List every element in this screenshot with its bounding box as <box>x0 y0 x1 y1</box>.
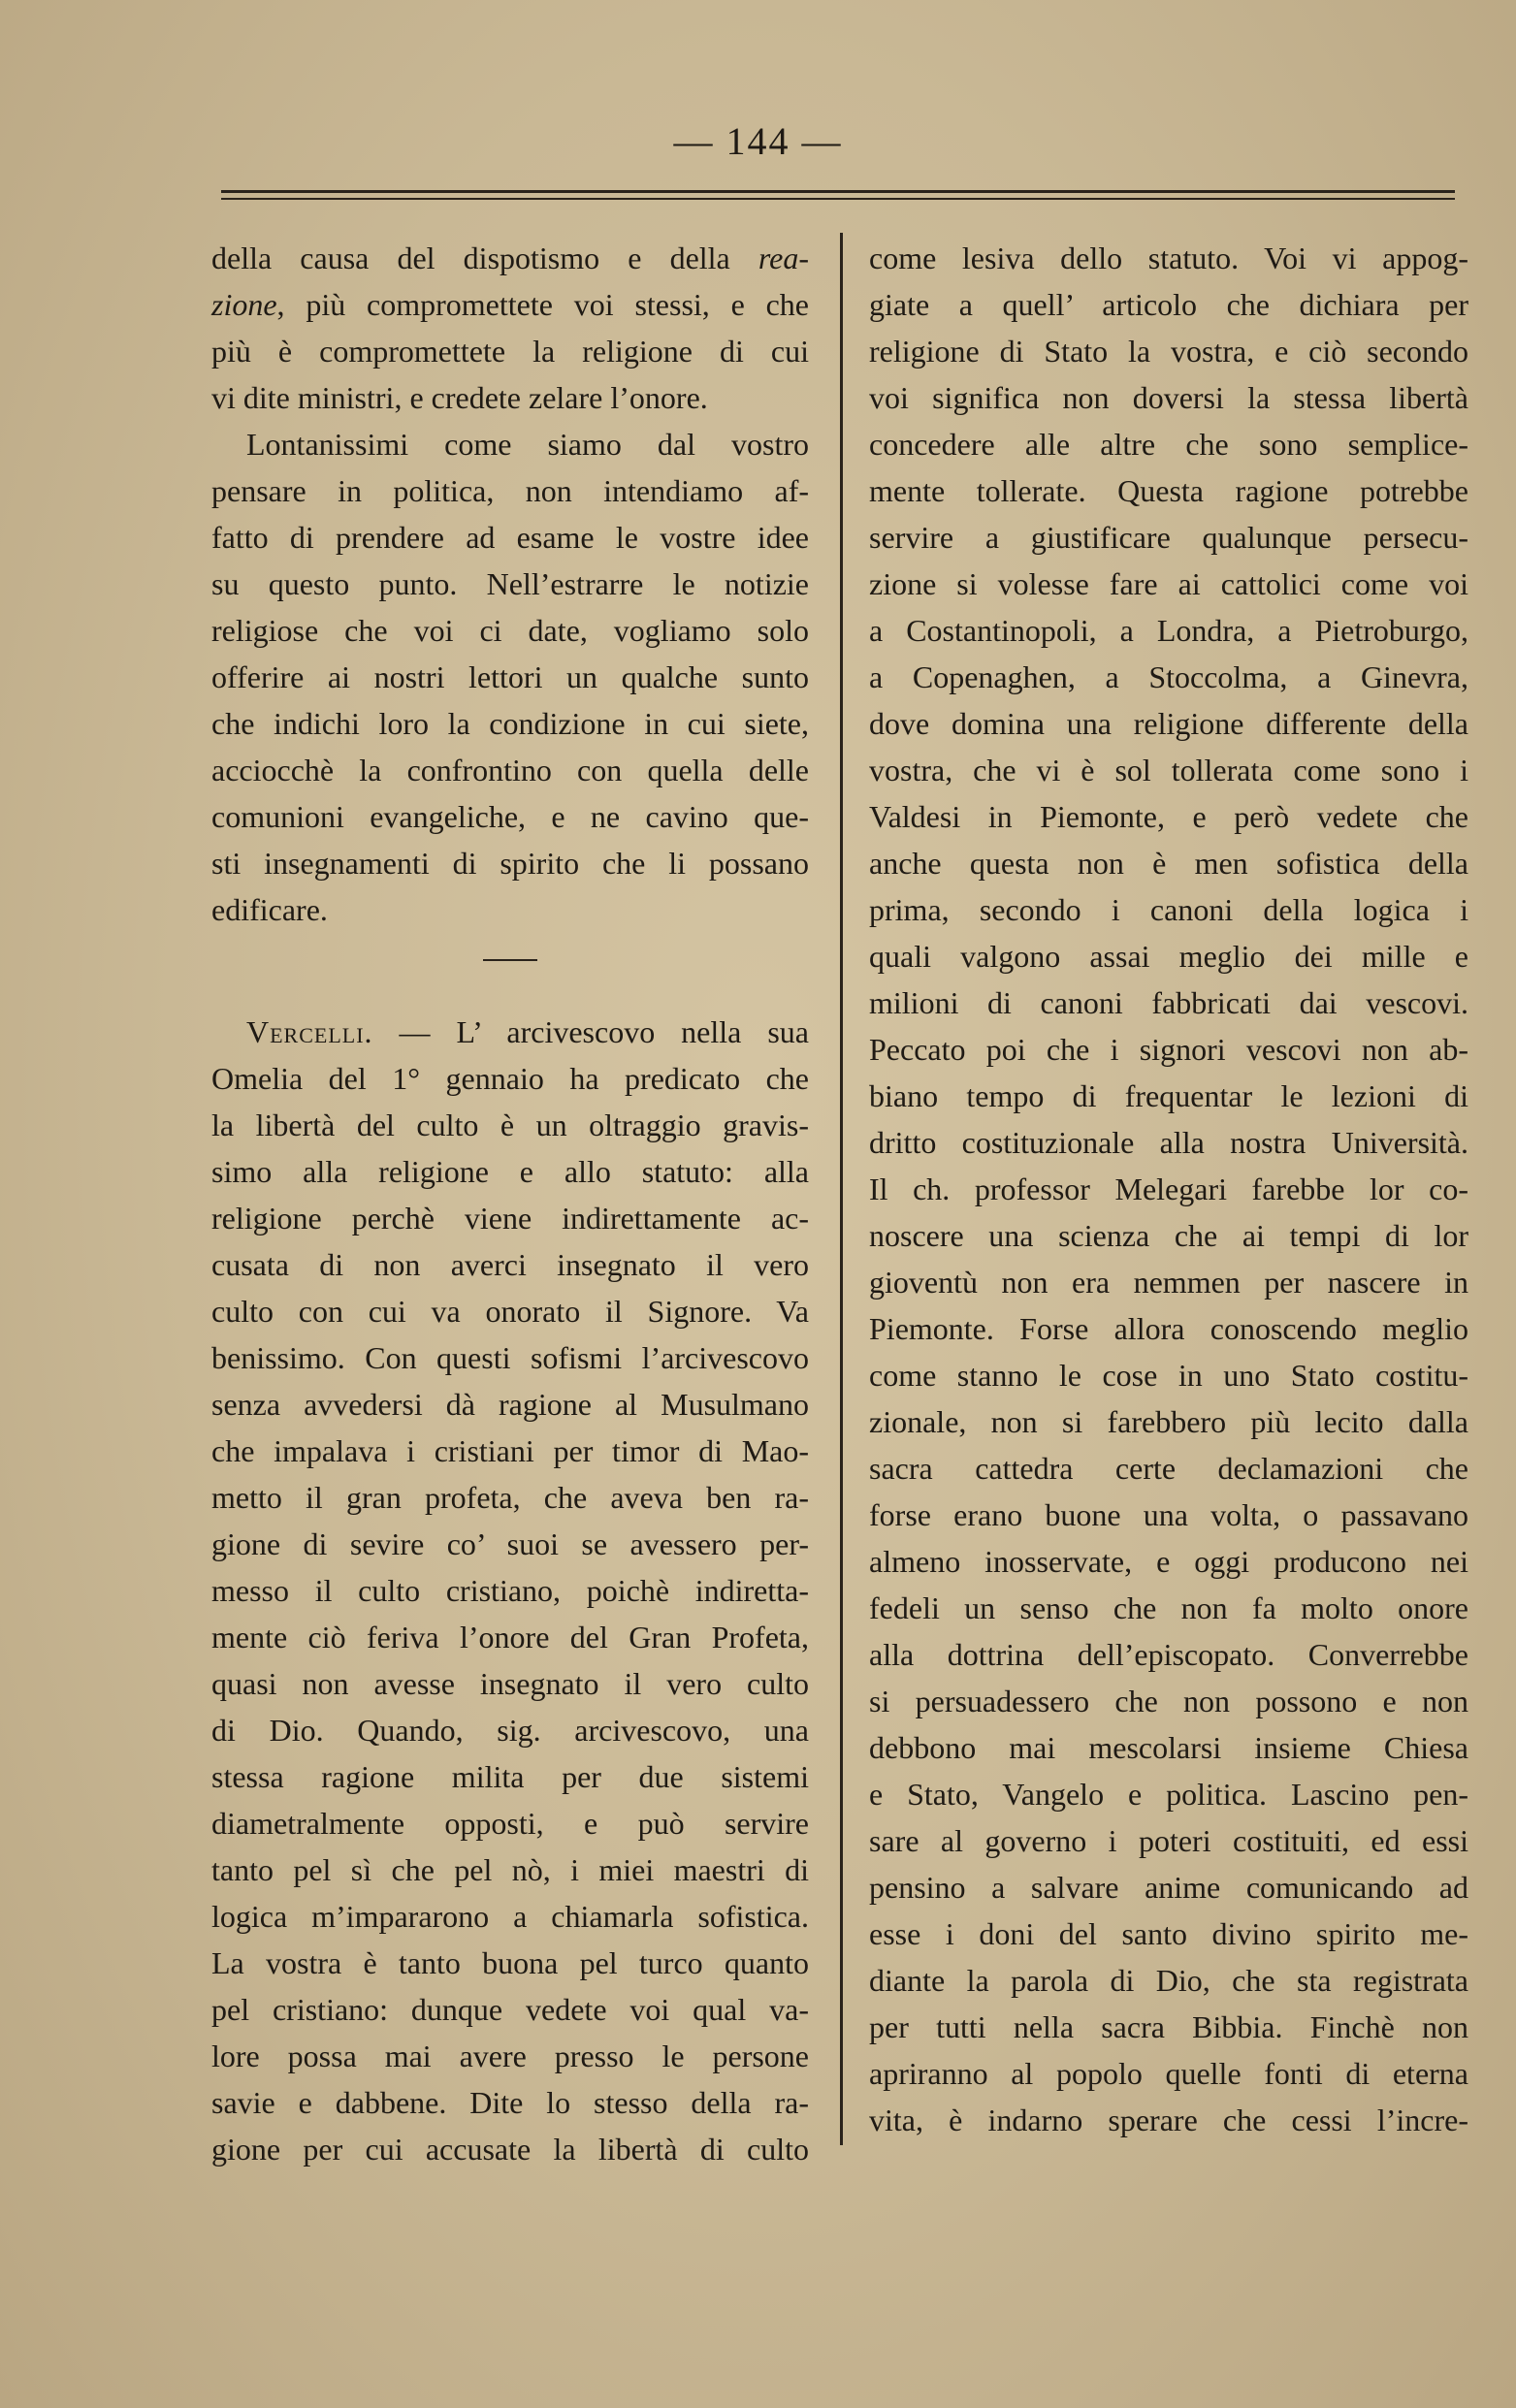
text-line: Omelia del 1° gennaio ha predicato che <box>211 1061 809 1096</box>
text-line: stessa ragione milita per due sistemi <box>211 1759 809 1794</box>
text-line: pensino a salvare anime comunicando ad <box>869 1870 1468 1905</box>
text-line: Valdesi in Piemonte, e però vedete che <box>869 799 1468 834</box>
text-line: e Stato, Vangelo e politica. Lascino pen- <box>869 1777 1468 1812</box>
text-line: gioventù non era nemmen per nascere in <box>869 1265 1468 1300</box>
text-line: della causa del dispotismo e della rea- <box>211 241 809 275</box>
text-line: giate a quell’ articolo che dichiara per <box>869 287 1468 322</box>
text-line: edificare. <box>211 892 328 927</box>
column-divider <box>840 233 843 2145</box>
text-line: tanto pel sì che pel nò, i miei maestri di <box>211 1852 809 1887</box>
text-line: la libertà del culto è un oltraggio gravis- <box>211 1108 809 1142</box>
separator-dash <box>483 959 537 961</box>
text-line: Il ch. professor Melegari farebbe lor co- <box>869 1172 1468 1206</box>
paragraph-2 <box>211 421 809 933</box>
text-line: noscere una scienza che ai tempi di lor <box>869 1218 1468 1253</box>
text-line: dove domina una religione differente della <box>869 706 1468 741</box>
spacer <box>211 979 809 1009</box>
text-line: lore possa mai avere presso le persone <box>211 2039 809 2073</box>
text-line: Piemonte. Forse allora conoscendo meglio <box>869 1311 1468 1346</box>
text-line: voi significa non doversi la stessa libertà <box>869 380 1468 415</box>
text-line: biano tempo di frequentar le lezioni di <box>869 1078 1468 1113</box>
text-line: alla dottrina dell’episcopato. Converrebbe <box>869 1637 1468 1672</box>
text-line: prima, secondo i canoni della logica i <box>869 892 1468 927</box>
text-line: simo alla religione e allo statuto: alla <box>211 1154 809 1189</box>
paragraph-3 <box>211 1009 809 2172</box>
text-line: savie e dabbene. Dite lo stesso della ra- <box>211 2085 809 2120</box>
text-line: metto il gran profeta, che aveva ben ra- <box>211 1480 809 1515</box>
text-line: anche questa non è men sofistica della <box>869 846 1468 881</box>
text-line: La vostra è tanto buona pel turco quanto <box>211 1945 809 1980</box>
text-line: culto con cui va onorato il Signore. Va <box>211 1294 809 1329</box>
text-line: a Copenaghen, a Stoccolma, a Ginevra, <box>869 659 1468 694</box>
text-line: cusata di non averci insegnato il vero <box>211 1247 809 1282</box>
text-line: dritto costituzionale alla nostra Università. <box>869 1125 1468 1160</box>
text-line: religiose che voi ci date, vogliamo solo <box>211 613 809 648</box>
text-line: di Dio. Quando, sig. arcivescovo, una <box>211 1713 809 1748</box>
text-line: quasi non avesse insegnato il vero culto <box>211 1666 809 1701</box>
text-line: fedeli un senso che non fa molto onore <box>869 1590 1468 1625</box>
text-line: mente tollerate. Questa ragione potrebbe <box>869 473 1468 508</box>
text-line: pensare in politica, non intendiamo af- <box>211 473 809 508</box>
text-line: apriranno al popolo quelle fonti di eterna <box>869 2056 1468 2091</box>
text-line: come lesiva dello statuto. Voi vi appog- <box>869 241 1468 275</box>
text-line: comunioni evangeliche, e ne cavino que- <box>211 799 809 834</box>
italic-word: zione <box>211 287 277 322</box>
text-line <box>211 1009 809 1055</box>
text-line: servire a giustificare qualunque persecu- <box>869 520 1468 555</box>
text-line: come stanno le cose in uno Stato costitu- <box>869 1358 1468 1393</box>
text-line: concedere alle altre che sono semplice- <box>869 427 1468 462</box>
header-rule-thick <box>221 190 1455 193</box>
section-separator <box>211 933 809 979</box>
text-line: fatto di prendere ad esame le vostre idee <box>211 520 809 555</box>
text-line: benissimo. Con questi sofismi l’arcivescovo <box>211 1340 809 1375</box>
text-line: milioni di canoni fabbricati dai vescovi. <box>869 985 1468 1020</box>
text-line: debbono mai mescolarsi insieme Chiesa <box>869 1730 1468 1765</box>
text-line: offerire ai nostri lettori un qualche sunto <box>211 659 809 694</box>
text-line: Lontanissimi come siamo dal vostro <box>246 427 809 462</box>
text-line: a Costantinopoli, a Londra, a Pietroburgo, <box>869 613 1468 648</box>
text-line: zionale, non si farebbero più lecito dalla <box>869 1404 1468 1439</box>
text-line: religione perchè viene indirettamente ac- <box>211 1201 809 1236</box>
place-heading: Vercelli. <box>246 1014 373 1049</box>
text-line: su questo punto. Nell’estrarre le notizie <box>211 566 809 601</box>
text-line: sti insegnamenti di spirito che li possano <box>211 846 809 881</box>
text-line: zione, più compromettete voi stessi, e che <box>211 287 809 322</box>
text-line: senza avvedersi dà ragione al Musulmano <box>211 1387 809 1422</box>
text-line: zione si volesse fare ai cattolici come voi <box>869 566 1468 601</box>
text-line: più è compromettete la religione di cui <box>211 334 809 369</box>
text-line: gione di sevire co’ suoi se avessero per- <box>211 1526 809 1561</box>
text-line: forse erano buone una volta, o passavano <box>869 1497 1468 1532</box>
text-line: diametralmente opposti, e può servire <box>211 1806 809 1841</box>
right-column <box>869 235 1468 2143</box>
left-column <box>211 235 809 2172</box>
page-number: — 144 — <box>673 119 843 163</box>
text-line: vi dite ministri, e credete zelare l’onore. <box>211 380 708 415</box>
text-line: per tutti nella sacra Bibbia. Finchè non <box>869 2009 1468 2044</box>
text-line: acciocchè la confrontino con quella delle <box>211 753 809 787</box>
text-line: sacra cattedra certe declamazioni che <box>869 1451 1468 1486</box>
text-line: che impalava i cristiani per timor di Mao- <box>211 1433 809 1468</box>
text-line: logica m’impararono a chiamarla sofistica. <box>211 1899 809 1934</box>
paragraph-1 <box>211 235 809 421</box>
text-line: vostra, che vi è sol tollerata come sono i <box>869 753 1468 787</box>
text-line: sare al governo i poteri costituiti, ed essi <box>869 1823 1468 1858</box>
text-line: almeno inosservate, e oggi producono nei <box>869 1544 1468 1579</box>
text-line: esse i doni del santo divino spirito me- <box>869 1916 1468 1951</box>
italic-word: rea- <box>758 241 809 275</box>
text-line: Peccato poi che i signori vescovi non ab- <box>869 1032 1468 1067</box>
header-rule-thin <box>221 198 1455 200</box>
text-line: gione per cui accusate la libertà di culto <box>211 2132 809 2167</box>
text-line: religione di Stato la vostra, e ciò secondo <box>869 334 1468 369</box>
text-line: mente ciò feriva l’onore del Gran Profeta, <box>211 1620 809 1654</box>
text-line: pel cristiano: dunque vedete voi qual va- <box>211 1992 809 2027</box>
text-fragment: — L’ arcivescovo nella sua <box>399 1014 810 1049</box>
text-line: vita, è indarno sperare che cessi l’incre- <box>869 2103 1468 2137</box>
text-line: messo il culto cristiano, poichè indiretta- <box>211 1573 809 1608</box>
text-line: si persuadessero che non possono e non <box>869 1684 1468 1718</box>
text-line: diante la parola di Dio, che sta registrata <box>869 1963 1468 1998</box>
text-line: che indichi loro la condizione in cui siete, <box>211 706 809 741</box>
text-line: quali valgono assai meglio dei mille e <box>869 939 1468 974</box>
